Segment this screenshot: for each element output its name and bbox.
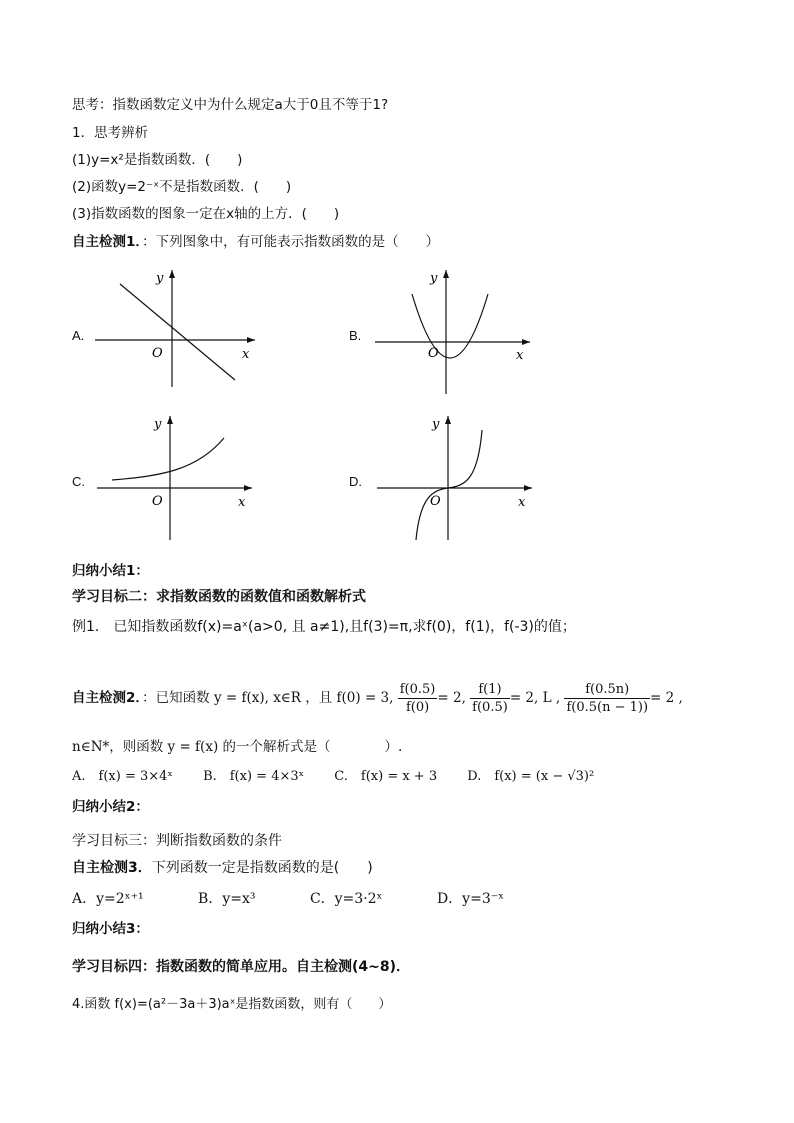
summary-1: 归纳小结1： <box>72 563 149 579</box>
graph-a-y-label: y <box>156 271 164 286</box>
graph-b-y-label: y <box>430 271 438 286</box>
q1-item-1: (1)y=x²是指数函数．( ) <box>72 152 243 168</box>
graph-d-x-arrow <box>524 485 532 491</box>
frac-3-eq: = 2 , <box>650 690 683 706</box>
goal-3-heading: 学习目标三：判断指数函数的条件 <box>72 833 282 849</box>
graph-d-x-label: x <box>518 495 526 510</box>
frac-1-eq: = 2, <box>437 690 466 706</box>
check3-options <box>72 890 530 908</box>
graph-d-origin: O <box>430 494 441 509</box>
check2-text: ：已知函数 y = f(x), x∈R ，且 f(0) = 3, <box>142 690 394 706</box>
frac-3-den: f(0.5(n − 1)) <box>566 700 649 715</box>
graph-a-label: A. <box>72 328 85 343</box>
q1-item-2: (2)函数y=2⁻ˣ不是指数函数．( ) <box>72 179 292 195</box>
example-1: 例1. 已知指数函数f(x)=aˣ(a>0, 且 a≠1),且f(3)=π,求f(0)，f(1)，f(-3)的值； <box>72 619 576 635</box>
graph-d-curve <box>416 430 482 540</box>
goal-2-heading: 学习目标二：求指数函数的函数值和函数解析式 <box>72 589 366 605</box>
frac-2-num: f(1) <box>470 681 510 699</box>
graph-b-x-label: x <box>516 348 524 363</box>
check2-line2: n∈N*，则函数 y = f(x) 的一个解析式是（ ）. <box>72 739 403 755</box>
frac-3-num: f(0.5n) <box>564 681 650 699</box>
check2-option-c: C. f(x) = x + 3 <box>334 769 438 784</box>
graph-c-curve <box>112 438 224 480</box>
check3 <box>72 859 373 877</box>
graph-c-origin: O <box>152 494 163 509</box>
think-question: 思考：指数函数定义中为什么规定a大于0且不等于1? <box>72 97 389 113</box>
frac-2-eq: = 2, L , <box>509 690 561 706</box>
check2-frac-1 <box>398 681 438 716</box>
graph-a-origin: O <box>152 346 163 361</box>
summary-3: 归纳小结3： <box>72 921 149 937</box>
check3-option-a: A．y=2ˣ⁺¹ <box>72 891 144 907</box>
graph-b-x-arrow <box>522 339 530 345</box>
graph-d-y-arrow <box>445 416 451 424</box>
check2-option-a: A. f(x) = 3×4ˣ <box>72 769 173 784</box>
graph-d-y-label: y <box>432 417 440 432</box>
graph-d-label: D. <box>349 474 362 489</box>
check2-frac-2 <box>470 681 510 716</box>
check1-text: ：下列图象中，有可能表示指数函数的是（ ） <box>142 234 440 250</box>
check3-option-b: B．y=x³ <box>198 891 256 907</box>
q1-item-3: (3)指数函数的图象一定在x轴的上方．( ) <box>72 206 340 222</box>
check1 <box>72 233 439 251</box>
question-4: 4.函数 f(x)=(a²－3a＋3)aˣ是指数函数，则有（ ） <box>72 997 392 1012</box>
frac-1-den: f(0) <box>405 700 430 715</box>
graph-c-label: C. <box>72 474 85 489</box>
check2-options <box>72 768 620 786</box>
goal-4-heading: 学习目标四：指数函数的简单应用。自主检测(4~8)． <box>72 959 411 975</box>
graph-c-x-arrow <box>244 485 252 491</box>
check2-option-b: B. f(x) = 4×3ˣ <box>203 769 305 784</box>
check3-label: 自主检测3． <box>72 860 152 876</box>
check3-text: 下列函数一定是指数函数的是( ) <box>151 860 373 876</box>
check3-option-c: C．y=3·2ˣ <box>309 891 383 907</box>
graph-c-y-label: y <box>154 417 162 432</box>
check1-label: 自主检测1． <box>72 234 143 250</box>
graph-a-y-arrow <box>169 270 175 278</box>
graph-c <box>92 408 257 543</box>
check2 <box>72 680 683 716</box>
graph-b-label: B. <box>349 328 362 343</box>
graph-b-curve <box>412 294 488 358</box>
check2-option-d: D. f(x) = (x − √3)² <box>467 769 595 784</box>
graph-b-origin: O <box>428 346 439 361</box>
graph-a <box>90 262 260 392</box>
graph-c-y-arrow <box>167 416 173 424</box>
graph-c-x-label: x <box>238 495 246 510</box>
check2-label: 自主检测2． <box>72 690 143 706</box>
q1-title: 1．思考辨析 <box>72 125 149 141</box>
frac-1-num: f(0.5) <box>399 682 436 697</box>
check2-frac-3 <box>564 681 650 716</box>
check3-option-d: D．y=3⁻ˣ <box>436 891 505 907</box>
graph-a-curve <box>120 284 235 380</box>
graph-d <box>372 408 537 543</box>
graph-a-x-arrow <box>247 337 255 343</box>
summary-2: 归纳小结2： <box>72 799 149 815</box>
graph-b <box>370 262 535 397</box>
frac-2-den: f(0.5) <box>472 700 508 715</box>
graph-a-x-label: x <box>242 347 250 362</box>
graph-b-y-arrow <box>443 270 449 278</box>
